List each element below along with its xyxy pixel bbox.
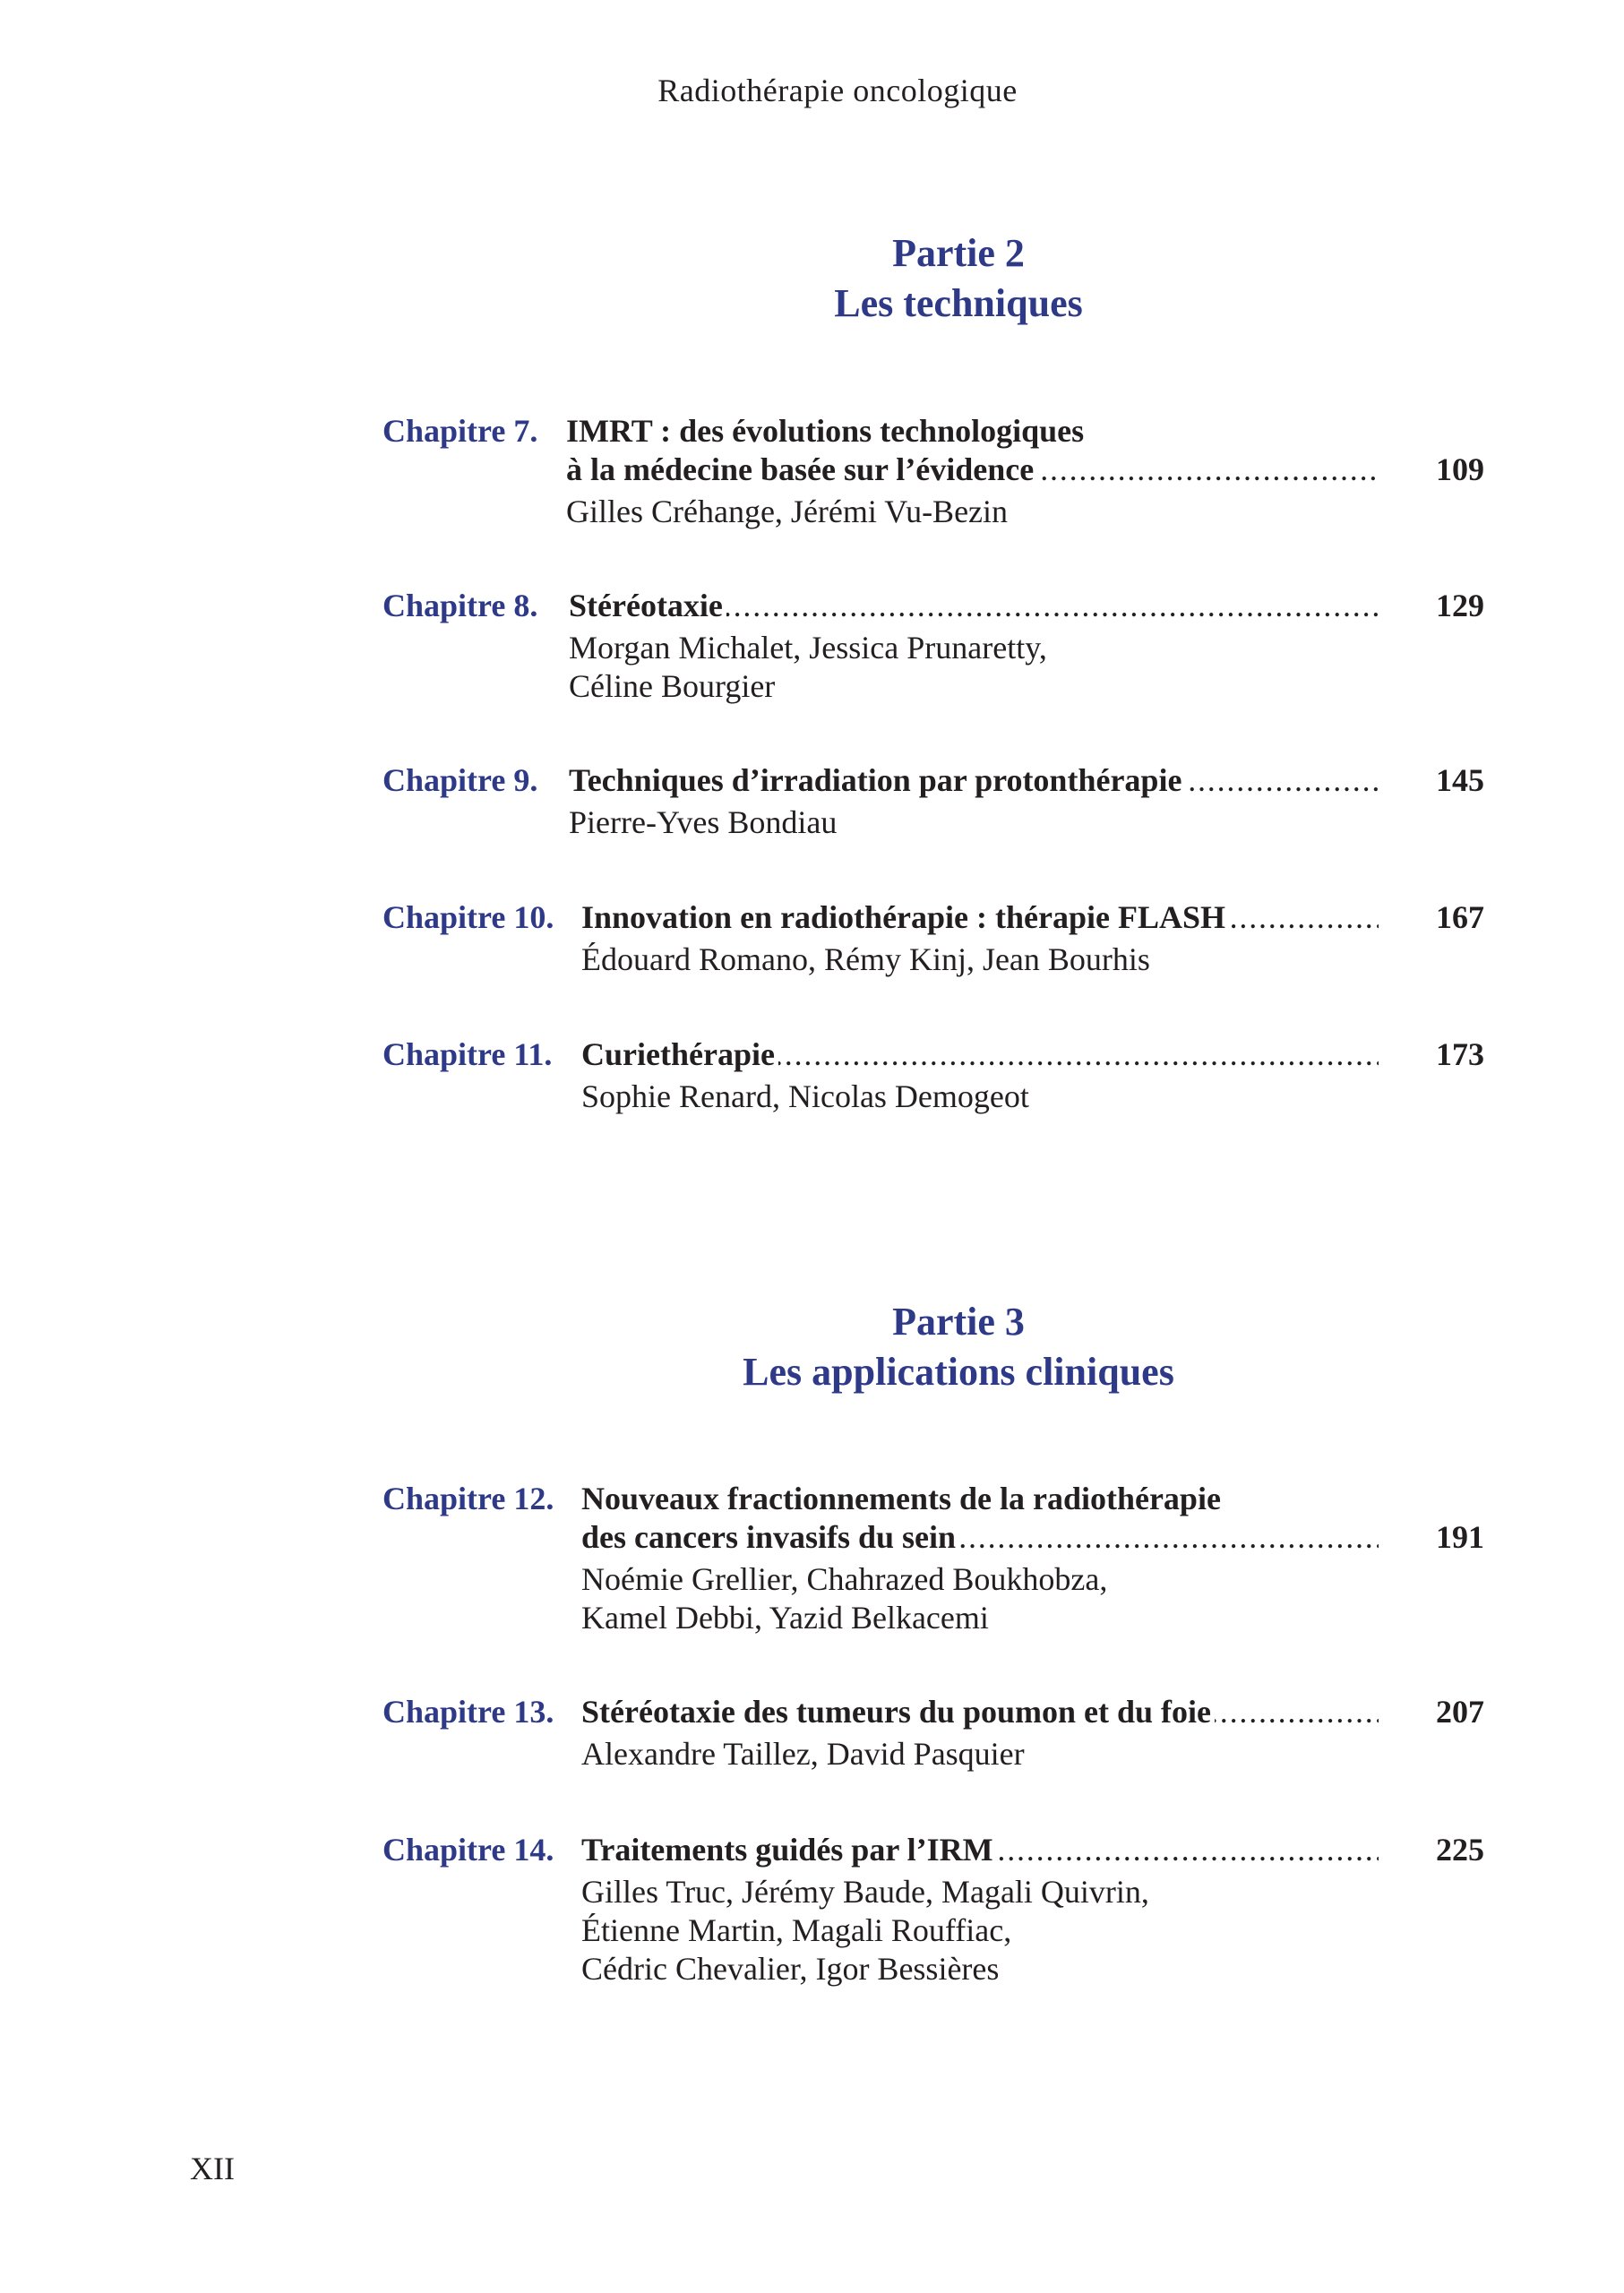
chapter-label: Chapitre 8. [382, 588, 538, 623]
part-title: Les techniques [834, 281, 1083, 325]
author-line: Kamel Debbi, Yazid Belkacemi [581, 1600, 989, 1636]
chapter-title-line: Techniques d’irradiation par protonthérapie [569, 762, 1185, 798]
chapter-authors [581, 940, 1484, 979]
part-number: Partie 2 [892, 231, 1025, 275]
chapter-title-line: Traitements guidés par l’IRM [581, 1832, 997, 1868]
author-line: Étienne Martin, Magali Rouffiac, [581, 1912, 1012, 1948]
page-number: 191 [1431, 1518, 1484, 1557]
chapter-authors [566, 493, 1484, 531]
page-number: 145 [1431, 761, 1484, 800]
chapter-label: Chapitre 12. [382, 1481, 554, 1516]
author-line: Alexandre Taillez, David Pasquier [581, 1736, 1025, 1772]
chapter-title-line: Curiethérapie [581, 1036, 778, 1072]
chapter-title-line: Nouveaux fractionnements de la radiothérapie [581, 1481, 1224, 1516]
chapter-title-line: Innovation en radiothérapie : thérapie FLASH [581, 899, 1229, 935]
author-line: Sophie Renard, Nicolas Demogeot [581, 1078, 1029, 1114]
toc-entry-chapter-12[interactable] [382, 1480, 1484, 1637]
chapter-authors [569, 629, 1484, 706]
chapter-authors [581, 1078, 1484, 1116]
page-number: 225 [1431, 1831, 1484, 1869]
toc-entry-chapter-9[interactable] [382, 761, 1484, 842]
chapter-authors [581, 1735, 1484, 1773]
page-number: 129 [1431, 587, 1484, 625]
chapter-label: Chapitre 7. [382, 413, 538, 449]
author-line: Céline Bourgier [569, 668, 776, 704]
page-number: 173 [1431, 1035, 1484, 1074]
chapter-authors [569, 803, 1484, 842]
page-folio: XII [190, 2151, 235, 2186]
chapter-label: Chapitre 14. [382, 1832, 554, 1868]
page-number: 167 [1431, 898, 1484, 937]
part-title: Les applications cliniques [743, 1350, 1174, 1394]
toc-entry-chapter-13[interactable] [382, 1693, 1484, 1773]
chapter-title-line: Stéréotaxie [569, 588, 726, 623]
chapter-label: Chapitre 11. [382, 1036, 553, 1072]
author-line: Cédric Chevalier, Igor Bessières [581, 1951, 1000, 1987]
chapter-authors [581, 1560, 1484, 1637]
page-number: 207 [1431, 1693, 1484, 1731]
page-number: 109 [1431, 451, 1484, 489]
chapter-title-line: Stéréotaxie des tumeurs du poumon et du foie [581, 1694, 1215, 1730]
author-line: Gilles Truc, Jérémy Baude, Magali Quivrin, [581, 1874, 1149, 1910]
author-line: Gilles Créhange, Jérémi Vu-Bezin [566, 494, 1009, 529]
part-heading [0, 228, 1624, 329]
author-line: Pierre-Yves Bondiau [569, 804, 838, 840]
chapter-title-line: des cancers invasifs du sein [581, 1519, 959, 1555]
part-heading [0, 1297, 1624, 1397]
chapter-label: Chapitre 13. [382, 1694, 554, 1730]
chapter-title-line: à la médecine basée sur l’évidence [566, 451, 1037, 487]
toc-entry-chapter-7[interactable] [382, 412, 1484, 531]
toc-entry-chapter-8[interactable] [382, 587, 1484, 706]
author-line: Noémie Grellier, Chahrazed Boukhobza, [581, 1561, 1108, 1597]
chapter-label: Chapitre 10. [382, 899, 554, 935]
toc-entry-chapter-14[interactable] [382, 1831, 1484, 1988]
running-head: Radiothérapie oncologique [657, 73, 1018, 108]
part-number: Partie 3 [892, 1300, 1025, 1344]
chapter-authors [581, 1873, 1484, 1988]
author-line: Édouard Romano, Rémy Kinj, Jean Bourhis [581, 941, 1150, 977]
chapter-title-line: IMRT : des évolutions technologiques [566, 413, 1087, 449]
author-line: Morgan Michalet, Jessica Prunaretty, [569, 630, 1047, 666]
toc-entry-chapter-11[interactable] [382, 1035, 1484, 1116]
toc-entry-chapter-10[interactable] [382, 898, 1484, 979]
chapter-label: Chapitre 9. [382, 762, 538, 798]
